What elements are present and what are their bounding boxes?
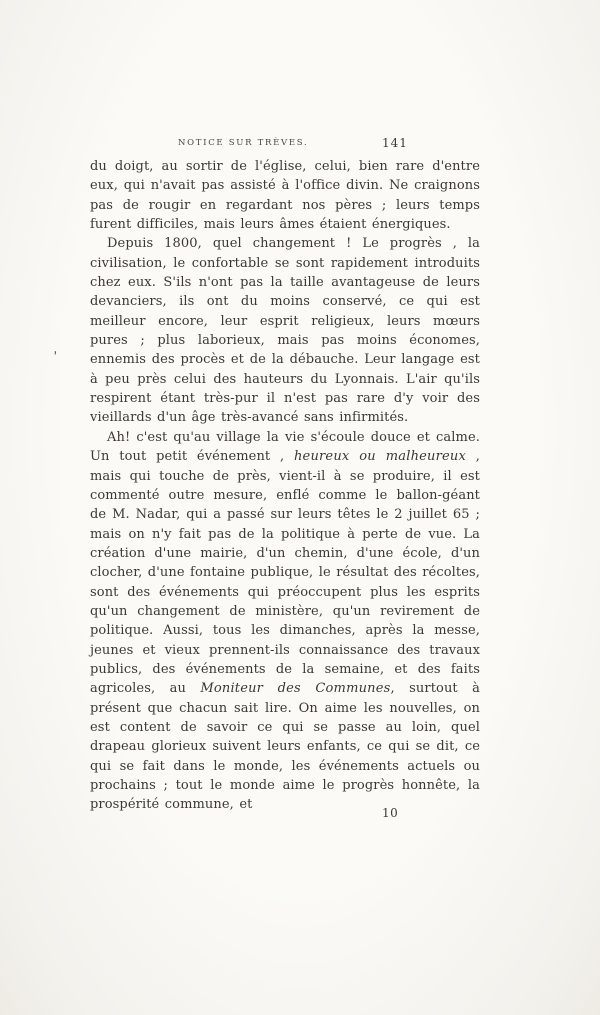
paragraph-2 <box>90 234 480 427</box>
paragraph-2-text: Depuis 1800, quel changement ! Le progrès , la civilisation, le confortable se sont rapidement introduits chez eux. S'ils n'ont pas la taille avantageuse de leurs devanciers, ils ont du moins conservé, ce qui est meilleur encore, leur esprit religieux, leurs mœurs pures ; plus laborieux, mais pas moins économes, ennemis des procès et de la débauche. Leur langage est à peu près celui des hauteurs du Lyonnais. L'air qu'ils respirent étant très-pur il n'est pas rare d'y voir des vieillards d'un âge très-avancé sans infirmités. <box>90 236 480 426</box>
paragraph-1-text: du doigt, au sortir de l'église, celui, bien rare d'entre eux, qui n'avait pas assisté à l'office divin. Ne craignons pas de rougir en regardant nos pères ; leurs temps furent difficiles, mais leurs âmes étaient énergiques. <box>90 159 480 233</box>
paragraph-3 <box>90 428 480 815</box>
paragraph-1 <box>90 157 480 234</box>
paragraph-3-run-3: , mais qui touche de près, vient-il à se produire, il est commenté outre mesure, enflé comme le ballon-géant de M. Nadar, qui a passé sur leurs têtes le 2 juillet 65 ; mais on n'y fait pas de la politique à perte de vue. La création d'une mairie, d'un chemin, d'une école, d'un clocher, d'une fontaine publique, le résultat des récoltes, sont des événements qui préoccupent plus les esprits qu'un changement de ministère, qu'un revirement de politique. Aussi, tous les dimanches, après la messe, jeunes et vieux prennent-ils connaissance des travaux publics, des événements de la semaine, et des faits agricoles, au <box>90 449 480 697</box>
signature-number: 10 <box>382 806 399 820</box>
running-title: NOTICE SUR TRÈVES. <box>178 138 309 148</box>
text-block <box>90 157 480 815</box>
ink-smudge-mark: , <box>49 341 60 358</box>
page-number: 141 <box>382 136 408 150</box>
paragraph-3-run-1: Ah! c'est qu'au village la vie s'écoule douce et calme. Un tout petit événement , <box>90 429 480 465</box>
paragraph-3-run-2-italic: heureux ou malheureux <box>293 449 467 465</box>
running-header <box>90 136 478 152</box>
paragraph-3-run-4-italic: Moniteur des Communes <box>200 681 391 697</box>
paragraph-3-run-5: , surtout à présent que chacun sait lire. On aime les nouvelles, on est content de savoir ce qui se passe au loin, quel drapeau glorieux suivent leurs enfants, ce qui se dit, ce qui se fait dans le monde, les événements actuels ou prochains ; tout le monde aime le progrès honnête, la prospérité commune, et <box>90 681 480 813</box>
